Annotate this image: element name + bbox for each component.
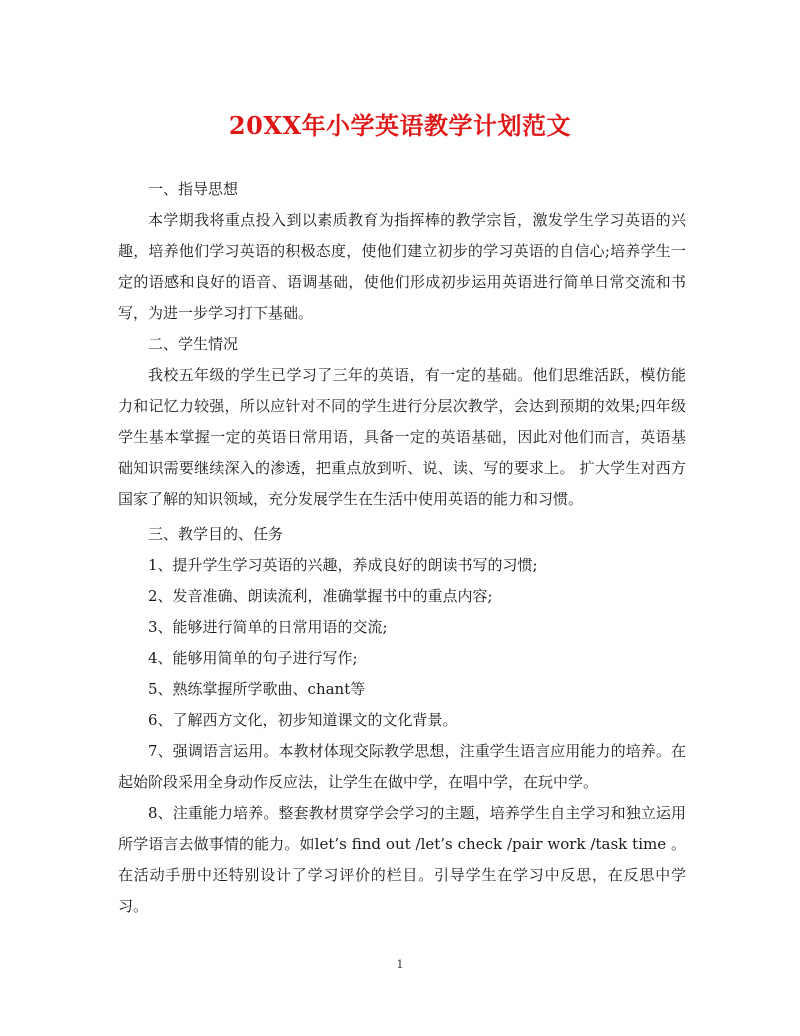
section-heading-guiding-idea: 一、指导思想	[148, 180, 239, 198]
list-item: 5、熟练掌握所学歌曲、chant等	[148, 680, 366, 698]
list-item: 7、强调语言运用。本教材体现交际教学思想，注重学生语言应用能力的培养。在起始阶段采用全身动作反应法，让学生在做中学，在唱中学，在玩中学。	[118, 742, 686, 791]
document-title: 20XX年小学英语教学计划范文	[228, 111, 572, 140]
list-item: 1、提升学生学习英语的兴趣，养成良好的朗读书写的习惯;	[148, 556, 538, 574]
list-item: 8、注重能力培养。整套教材贯穿学会学习的主题，培养学生自主学习和独立运用所学语言去做事情的能力。如let’s find out /let’s check /pair work /task time 。在活动手册中还特别设计了学习评价的栏目。引导学生在学习中反思，在反思中学习。	[118, 804, 686, 915]
paragraph-guiding-idea: 本学期我将重点投入到以素质教育为指挥棒的教学宗旨，激发学生学习英语的兴趣，培养他们学习英语的积极态度，使他们建立初步的学习英语的自信心;培养学生一定的语感和良好的语音、语调基础，使他们形成初步运用英语进行简单日常交流和书写，为进一步学习打下基础。	[118, 211, 686, 322]
section-heading-student-situation: 二、学生情况	[148, 335, 239, 353]
paragraph-student-situation: 我校五年级的学生已学习了三年的英语，有一定的基础。他们思维活跃，模仿能力和记忆力较强，所以应针对不同的学生进行分层次教学，会达到预期的效果;四年级学生基本掌握一定的英语日常用语，具备一定的英语基础，因此对他们而言，英语基础知识需要继续深入的渗透，把重点放到听、说、读、写的要求上。 扩大学生对西方国家了解的知识领域，充分发展学生在生活中使用英语的能力和习惯。	[118, 366, 686, 508]
document-body	[118, 174, 686, 922]
list-item: 2、发音准确、朗读流利，准确掌握书中的重点内容;	[148, 587, 493, 605]
list-item: 6、了解西方文化，初步知道课文的文化背景。	[148, 711, 458, 729]
list-item: 3、能够进行简单的日常用语的交流;	[148, 618, 388, 636]
page-number: 1	[396, 958, 404, 971]
list-item: 4、能够用简单的句子进行写作;	[148, 649, 358, 667]
section-heading-teaching-goals: 三、教学目的、任务	[148, 525, 284, 543]
